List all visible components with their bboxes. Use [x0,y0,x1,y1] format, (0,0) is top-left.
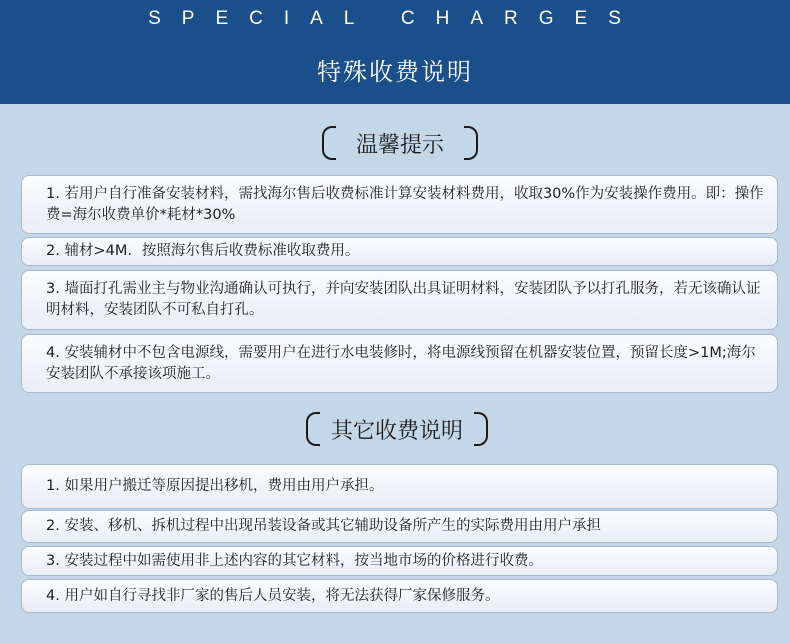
other-item-text: 4. 用户如自行寻找非厂家的售后人员安装，将无法获得厂家保修服务。 [46,587,500,604]
other-item-text: 2. 安装、移机、拆机过程中出现吊装设备或其它辅助设备所产生的实际费用由用户承担 [46,518,601,534]
left-bracket-decoration [306,412,320,446]
right-bracket-decoration [474,412,488,446]
reminder-item-2 [21,237,778,266]
reminder-item-4 [21,334,778,393]
reminder-item-1 [21,175,778,234]
other-item-text: 3. 安装过程中如需使用非上述内容的其它材料，按当地市场的价格进行收费。 [46,552,543,569]
right-bracket-decoration [464,126,478,160]
other-item-2 [21,510,778,543]
reminder-item-text: 2. 辅材>4M．按照海尔售后收费标准收取费用。 [46,243,360,259]
reminder-item-text: 4. 安装辅材中不包含电源线，需要用户在进行水电装修时，将电源线预留在机器安装位置，预留长度>1M;海尔安装团队不承接该项施工。 [46,344,756,382]
other-charges-section-title [306,410,488,448]
other-item-4 [21,579,778,613]
reminder-section-title [322,124,478,162]
other-item-text: 1. 如果用户搬迁等原因提出移机，费用由用户承担。 [46,478,384,494]
header-title-en: SPECIAL CHARGES [148,8,642,29]
header-title-cn: 特殊收费说明 [317,58,473,86]
other-item-1 [21,464,778,509]
reminder-item-text: 3. 墙面打孔需业主与物业沟通确认可执行，并向安装团队出具证明材料，安装团队予以打孔服务，若无该确认证明材料，安装团队不可私自打孔。 [46,281,761,318]
reminder-item-3 [21,270,778,330]
left-bracket-decoration [322,126,336,160]
header-banner [0,0,790,104]
reminder-title-text: 温馨提示 [355,132,444,158]
reminder-item-text: 1. 若用户自行准备安装材料，需找海尔售后收费标准计算安装材料费用，收取30%作为安装操作费用。即：操作费=海尔收费单价*耗材*30% [46,185,764,223]
other-charges-title-text: 其它收费说明 [330,418,463,444]
other-item-3 [21,546,778,576]
